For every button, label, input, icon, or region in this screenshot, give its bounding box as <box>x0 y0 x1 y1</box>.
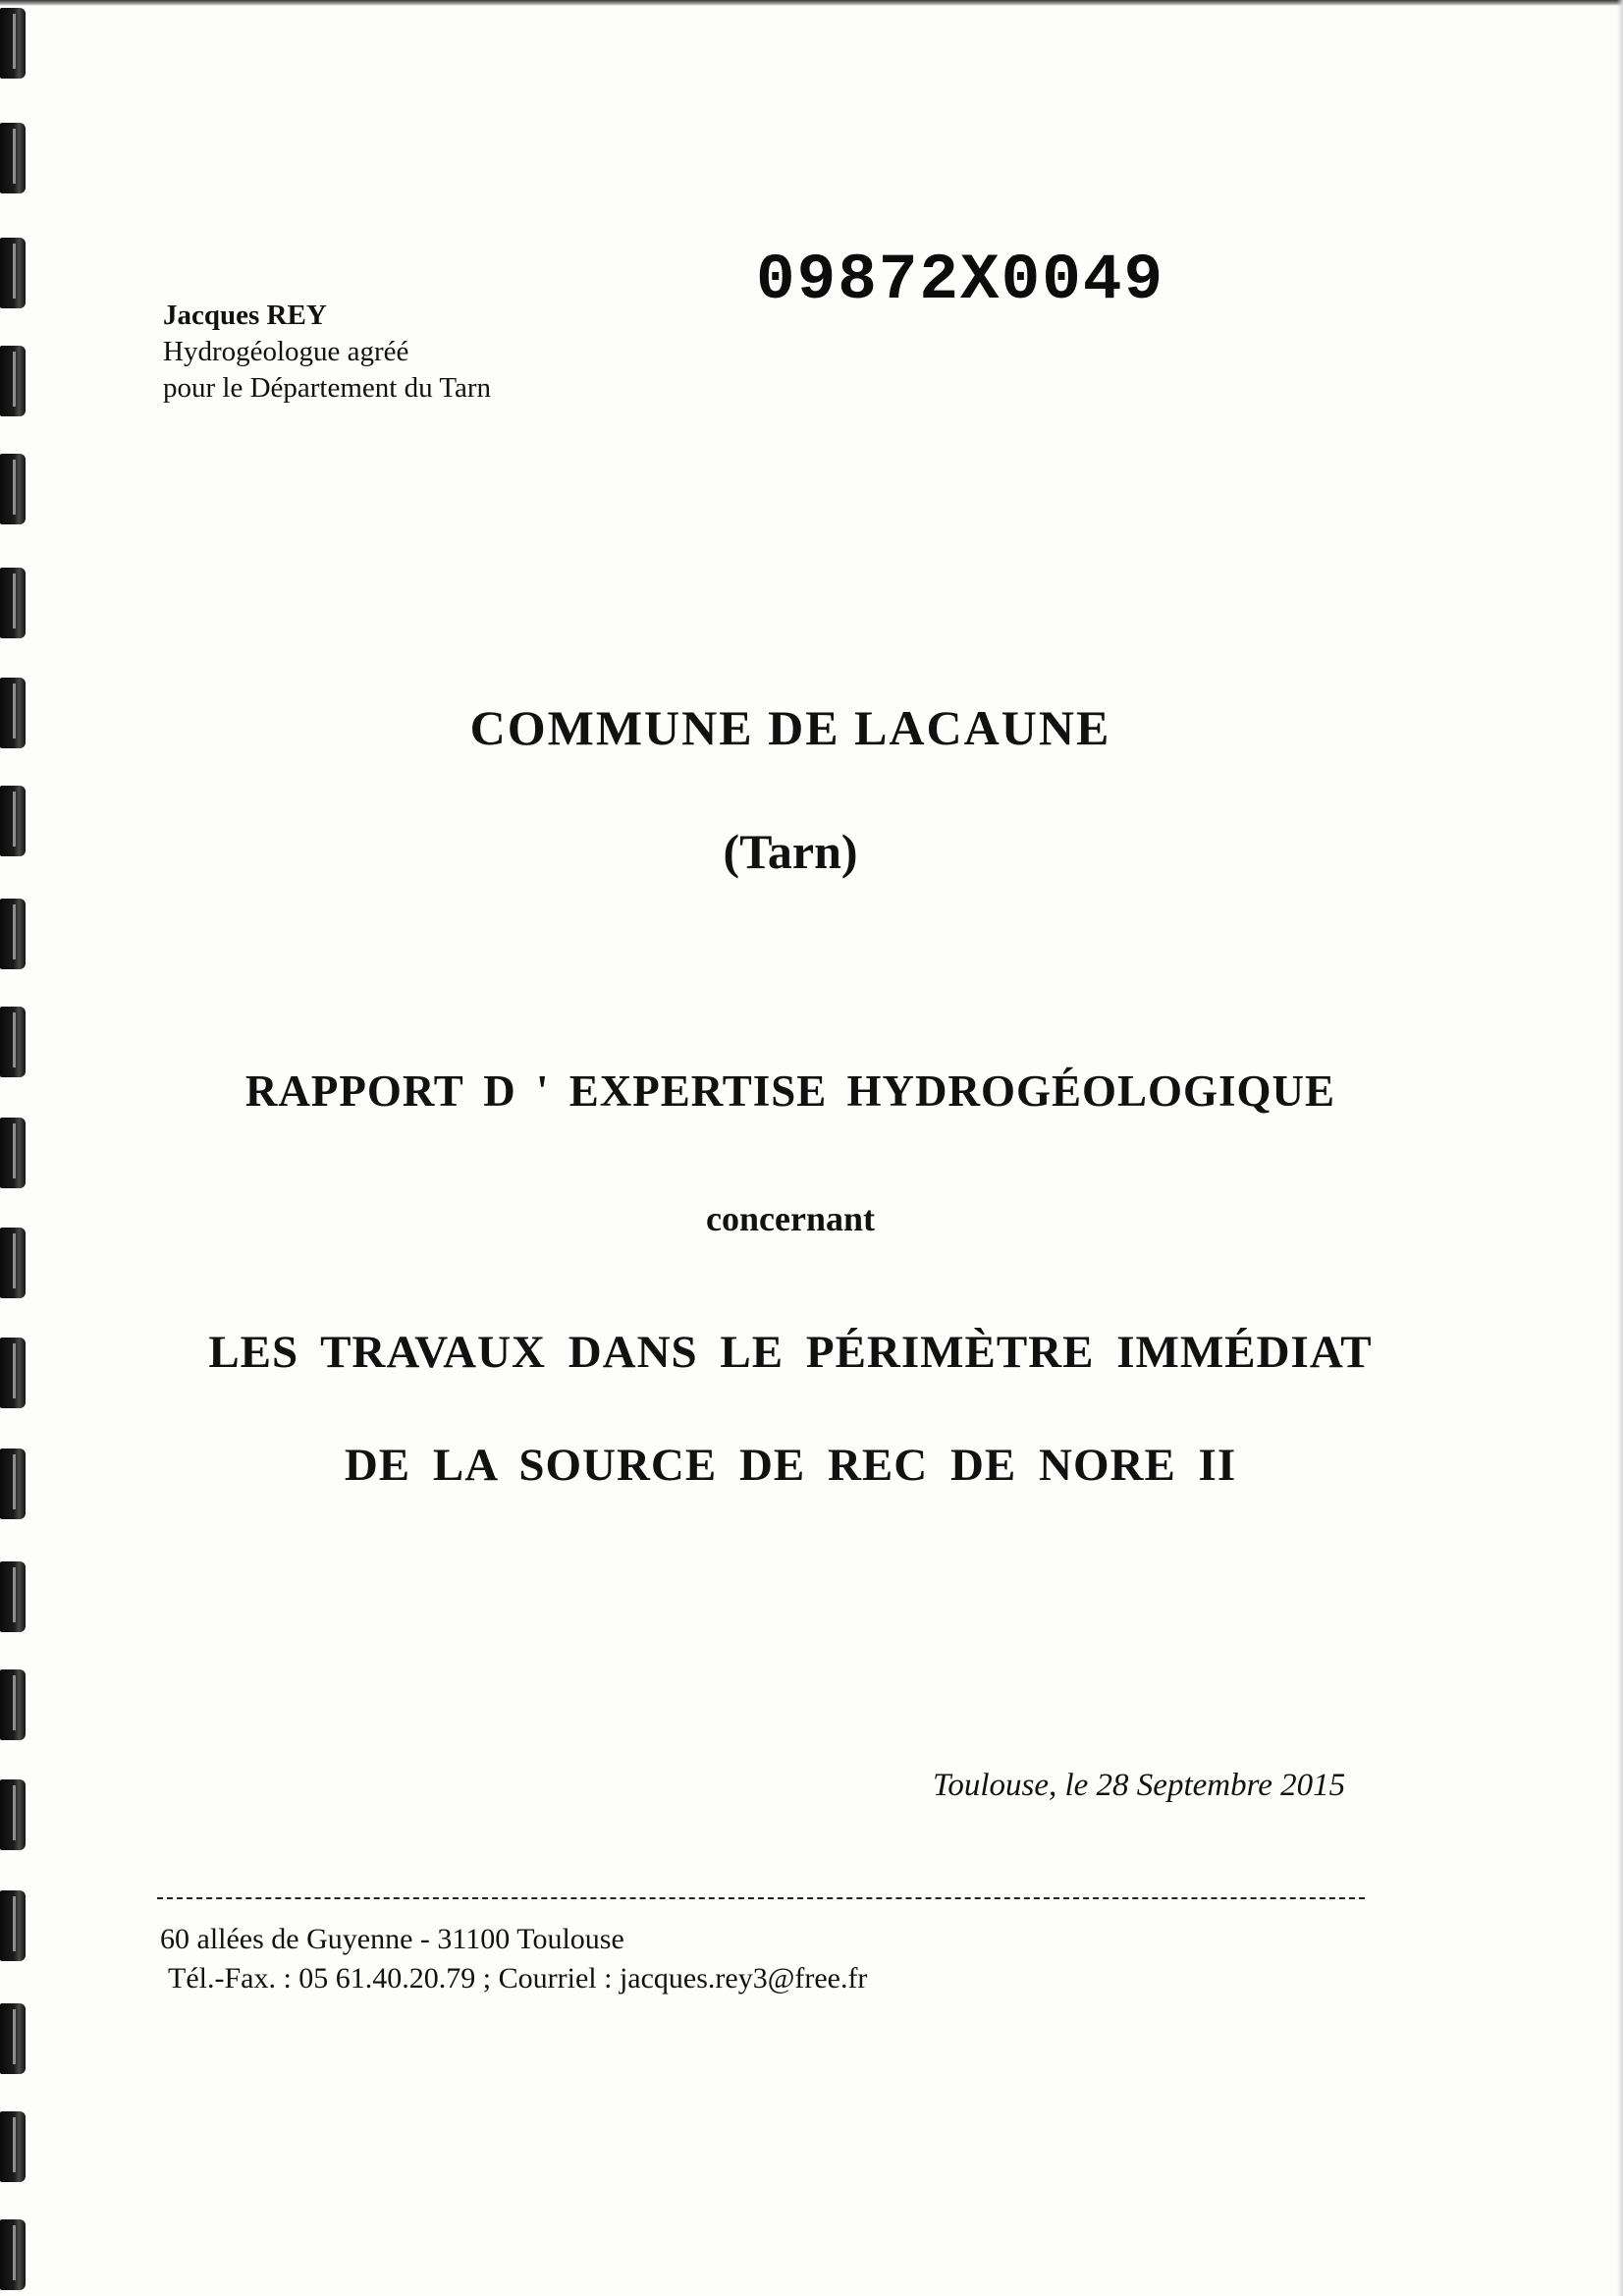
binding-ring <box>0 1779 26 1850</box>
binding-ring <box>0 1561 26 1632</box>
binding-ring <box>0 454 26 524</box>
scan-top-edge <box>0 0 1623 6</box>
commune-title: COMMUNE DE LACAUNE <box>469 700 1111 755</box>
binding-ring <box>0 1669 26 1740</box>
binding-ring <box>0 2219 26 2290</box>
binding-ring <box>0 8 26 79</box>
spiral-binding <box>0 0 39 2296</box>
report-title: RAPPORT D ' EXPERTISE HYDROGÉOLOGIQUE <box>244 1066 1336 1116</box>
binding-ring <box>0 2111 26 2182</box>
department-subtitle: (Tarn) <box>723 824 858 879</box>
concern-label: concernant <box>706 1199 875 1238</box>
binding-ring <box>0 123 26 193</box>
footer-block <box>160 1920 867 1998</box>
author-name: Jacques REY <box>163 300 327 331</box>
author-title: Hydrogéologue agréé <box>163 336 409 367</box>
footer-contact: Tél.-Fax. : 05 61.40.20.79 ; Courriel : jacques.rey3@free.fr <box>168 1962 868 1995</box>
binding-ring <box>0 568 26 638</box>
footer-address: 60 allées de Guyenne - 31100 Toulouse <box>160 1923 624 1955</box>
binding-ring <box>0 346 26 416</box>
place-and-date: Toulouse, le 28 Septembre 2015 <box>933 1768 1346 1803</box>
binding-ring <box>0 899 26 969</box>
binding-ring <box>0 1118 26 1188</box>
subject-line-2: DE LA SOURCE DE REC DE NORE II <box>344 1440 1237 1491</box>
binding-ring <box>0 1890 26 1961</box>
binding-ring <box>0 238 26 308</box>
document-code-stamp: 09872X0049 <box>756 244 1165 317</box>
author-department: pour le Département du Tarn <box>163 372 492 404</box>
binding-ring <box>0 2003 26 2074</box>
author-block <box>163 298 491 407</box>
scan-right-edge <box>1617 0 1623 2296</box>
footer-separator <box>157 1897 1365 1899</box>
subject-line-1: LES TRAVAUX DANS LE PÉRIMÈTRE IMMÉDIAT <box>208 1327 1373 1378</box>
